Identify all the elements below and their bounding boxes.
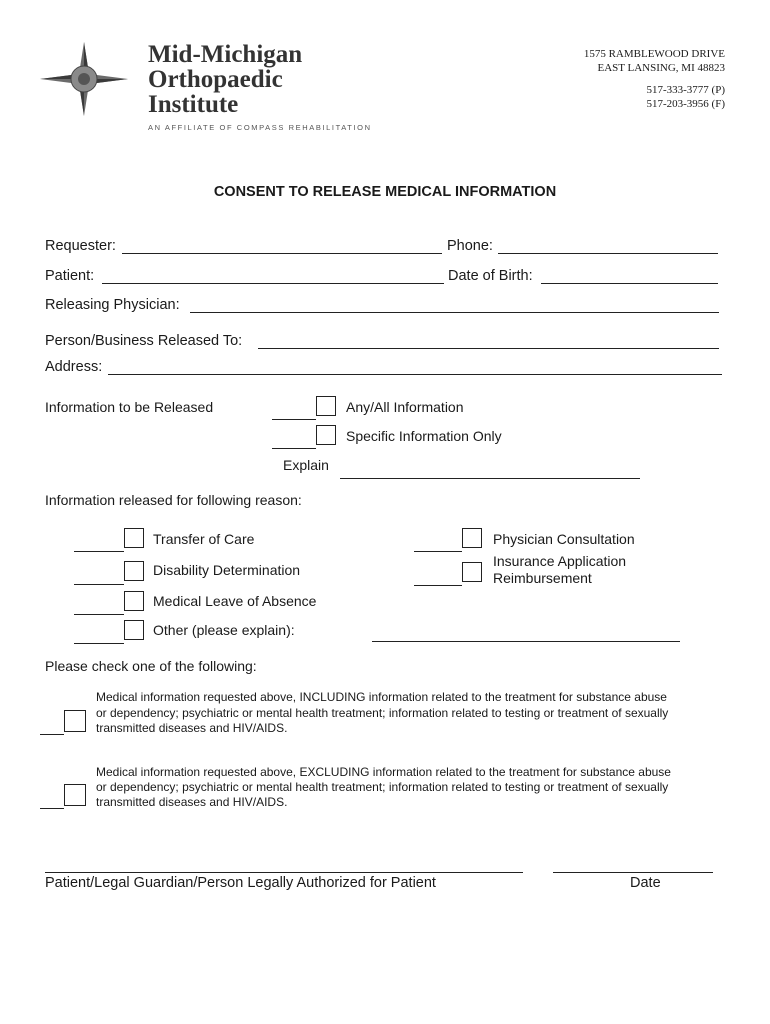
address-field[interactable] <box>108 374 722 375</box>
disability-checkbox[interactable] <box>124 561 144 581</box>
insurance-label-line1: Insurance Application <box>493 553 627 569</box>
leave-blank[interactable] <box>74 614 124 615</box>
specific-blank[interactable] <box>272 448 316 449</box>
disability-blank[interactable] <box>74 584 124 585</box>
consult-blank[interactable] <box>414 551 462 552</box>
dob-field[interactable] <box>541 283 718 284</box>
released-to-label: Person/Business Released To: <box>45 333 243 349</box>
including-text-line1: Medical information requested above, INCLUDING information related to the treatment for substance abuse <box>96 690 667 704</box>
org-address-line1: 1575 RAMBLEWOOD DRIVE <box>583 48 725 60</box>
other-label: Other (please explain): <box>153 622 295 638</box>
org-name-line1: Mid-Michigan <box>148 41 303 68</box>
signature-field[interactable] <box>45 872 523 873</box>
org-name-line3: Institute <box>148 91 239 118</box>
disability-label: Disability Determination <box>153 562 301 578</box>
date-field[interactable] <box>553 872 713 873</box>
reason-label: Information released for following reason: <box>45 492 302 508</box>
other-explain-field[interactable] <box>372 641 680 642</box>
explain-label: Explain <box>283 457 329 473</box>
patient-label: Patient: <box>45 268 95 284</box>
excluding-text-line3: transmitted diseases and HIV/AIDS. <box>96 795 288 809</box>
requester-label: Requester: <box>45 238 116 254</box>
releasing-physician-field[interactable] <box>190 312 719 313</box>
consult-label: Physician Consultation <box>493 531 635 547</box>
specific-label: Specific Information Only <box>346 428 502 444</box>
phone-label: Phone: <box>447 238 493 254</box>
transfer-checkbox[interactable] <box>124 528 144 548</box>
excluding-text-line1: Medical information requested above, EXCLUDING information related to the treatment for substance abuse <box>96 765 671 779</box>
any-all-blank[interactable] <box>272 419 316 420</box>
insurance-blank[interactable] <box>414 585 462 586</box>
check-one-label: Please check one of the following: <box>45 658 257 674</box>
org-name-line2: Orthopaedic <box>148 66 283 93</box>
including-text-line3: transmitted diseases and HIV/AIDS. <box>96 721 288 735</box>
signer-label: Patient/Legal Guardian/Person Legally Authorized for Patient <box>45 875 436 891</box>
transfer-blank[interactable] <box>74 551 124 552</box>
page-title: CONSENT TO RELEASE MEDICAL INFORMATION <box>213 184 557 200</box>
info-released-label: Information to be Released <box>45 399 214 415</box>
releasing-physician-label: Releasing Physician: <box>45 297 180 313</box>
other-checkbox[interactable] <box>124 620 144 640</box>
including-checkbox[interactable] <box>64 710 86 732</box>
including-text-line2: or dependency; psychiatric or mental health treatment; information related to testing or treatment of sexually <box>96 706 669 720</box>
including-blank[interactable] <box>40 734 64 735</box>
date-label: Date <box>630 875 661 891</box>
excluding-checkbox[interactable] <box>64 784 86 806</box>
insurance-label-line2: Reimbursement <box>493 570 592 586</box>
address-label: Address: <box>45 359 103 375</box>
requester-field[interactable] <box>122 253 442 254</box>
phone-field[interactable] <box>498 253 718 254</box>
insurance-checkbox[interactable] <box>462 562 482 582</box>
released-to-field[interactable] <box>258 348 719 349</box>
any-all-checkbox[interactable] <box>316 396 336 416</box>
patient-field[interactable] <box>102 283 444 284</box>
compass-star-icon <box>38 40 130 118</box>
org-fax: 517-203-3956 (F) <box>646 98 725 110</box>
excluding-text-line2: or dependency; psychiatric or mental health treatment; information related to testing or treatment of sexually <box>96 780 669 794</box>
leave-label: Medical Leave of Absence <box>153 593 317 609</box>
consult-checkbox[interactable] <box>462 528 482 548</box>
dob-label: Date of Birth: <box>448 268 533 284</box>
other-blank[interactable] <box>74 643 124 644</box>
compass-logo <box>38 40 130 118</box>
any-all-label: Any/All Information <box>346 399 464 415</box>
specific-checkbox[interactable] <box>316 425 336 445</box>
org-phone: 517-333-3777 (P) <box>646 84 725 96</box>
transfer-label: Transfer of Care <box>153 531 255 547</box>
leave-checkbox[interactable] <box>124 591 144 611</box>
excluding-blank[interactable] <box>40 808 64 809</box>
org-address-line2: EAST LANSING, MI 48823 <box>597 62 725 74</box>
explain-field[interactable] <box>340 478 640 479</box>
affiliate-tagline: AN AFFILIATE OF COMPASS REHABILITATION <box>148 123 372 132</box>
